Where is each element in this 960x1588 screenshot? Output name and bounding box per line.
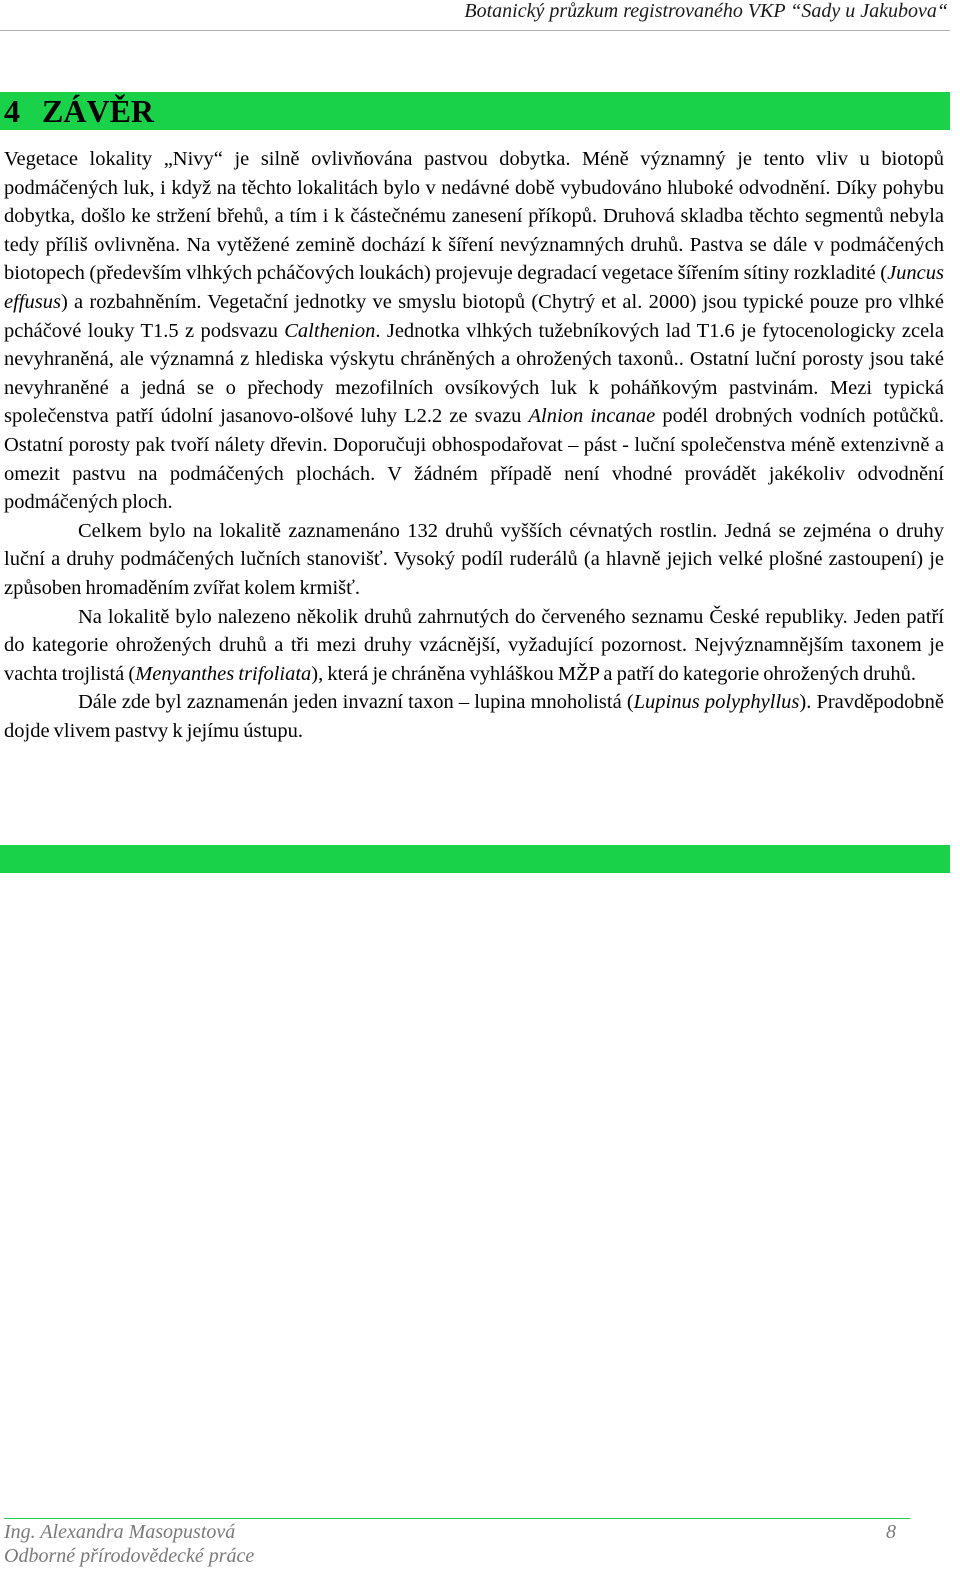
text-run: ), která je chráněna vyhláškou MŽP a patří do kategorie ohrožených druhů. bbox=[311, 662, 917, 685]
paragraph bbox=[4, 603, 944, 689]
footer-divider bbox=[4, 1518, 910, 1519]
species-name: Calthenion bbox=[284, 319, 376, 342]
paragraph bbox=[4, 145, 944, 517]
footer-author: Ing. Alexandra Masopustová bbox=[4, 1521, 236, 1543]
species-name: Juncus effusus bbox=[4, 262, 944, 313]
species-name: Lupinus polyphyllus bbox=[633, 691, 800, 714]
section-number: 4 bbox=[4, 93, 20, 129]
page-header bbox=[0, 0, 950, 31]
body-text bbox=[4, 145, 944, 745]
section-heading bbox=[4, 92, 154, 130]
text-run: Na lokalitě bylo nalezeno několik druhů zahrnutých do červeného seznamu České republiky. Jeden patří do kategorie ohrožených druhů a tři mezi druhy vzácnější, vyžadující pozornost. Nejvýznamnějším taxonem je vachta trojlistá ( bbox=[4, 605, 944, 685]
section-title: ZÁVĚR bbox=[42, 93, 155, 129]
species-name: Menyanthes trifoliata bbox=[135, 662, 312, 685]
text-run: Dále zde byl zaznamenán jeden invazní taxon – lupina mnoholistá ( bbox=[78, 691, 634, 714]
page-number: 8 bbox=[886, 1521, 896, 1543]
running-header-title: Botanický průzkum registrovaného VKP “Sady u Jakubova“ bbox=[464, 0, 948, 22]
text-run: podél drobných vodních potůčků. Ostatní porosty pak tvoří nálety dřevin. Doporučuji obhospodařovat – pást - luční společenstva méně extenzivně a omezit pastvu na podmáčených plochách. V žádném případě není vhodné provádět jakékoliv odvodnění podmáčených ploch. bbox=[4, 405, 944, 514]
footer-work-type: Odborné přírodovědecké práce bbox=[4, 1545, 255, 1567]
paragraph bbox=[4, 688, 944, 745]
text-run: ) a rozbahněním. Vegetační jednotky ve smyslu biotopů (Chytrý et al. 2000) jsou typické pouze pro vlhké pcháčové louky T1.5 z podsvazu bbox=[4, 290, 944, 342]
text-run: Celkem bylo na lokalitě zaznamenáno 132 druhů vyšších cévnatých rostlin. Jedná se zejména o druhy luční a druhy podmáčených lučních stanovišť. Vysoký podíl ruderálů (a hlavně jejich velké plošné zastoupení) je způsoben hromaděním zvířat kolem krmišť. bbox=[4, 519, 944, 599]
section-end-bar bbox=[0, 845, 950, 873]
paragraph bbox=[4, 517, 944, 603]
text-run: Vegetace lokality „Nivy“ je silně ovlivňována pastvou dobytka. Méně významný je tento vliv u biotopů podmáčených luk, i když na těchto lokalitách bylo v nedávné době vybudováno hluboké odvodnění. Díky pohybu dobytka, došlo ke stržení břehů, a tím i k částečnému zanesení příkopů. Druhová skladba těchto segmentů nebyla tedy příliš ovlivněna. Na vytěžené zemině dochází k šíření nevýznamných druhů. Pastva se dále v podmáčených biotopech (především vlhkých pcháčových loukách) projevuje degradací vegetace šířením sítiny rozkladité ( bbox=[4, 148, 944, 285]
text-run: ). Pravděpodobně dojde vlivem pastvy k jejímu ústupu. bbox=[4, 691, 944, 742]
text-run: . Jednotka vlhkých tužebníkových lad T1.6 je fytocenologicky zcela nevyhraněná, ale významná z hlediska výskytu chráněných a ohrožených taxonů.. Ostatní luční porosty jsou také nevyhraněné a jedná se o přechody mezofilních ovsíkových luk k poháňkovým pastvinám. Mezi typická společenstva patří údolní jasanovo-olšové luhy L2.2 ze svazu bbox=[4, 319, 944, 428]
species-name: Alnion incanae bbox=[528, 405, 656, 428]
section-heading-bar bbox=[0, 92, 950, 130]
